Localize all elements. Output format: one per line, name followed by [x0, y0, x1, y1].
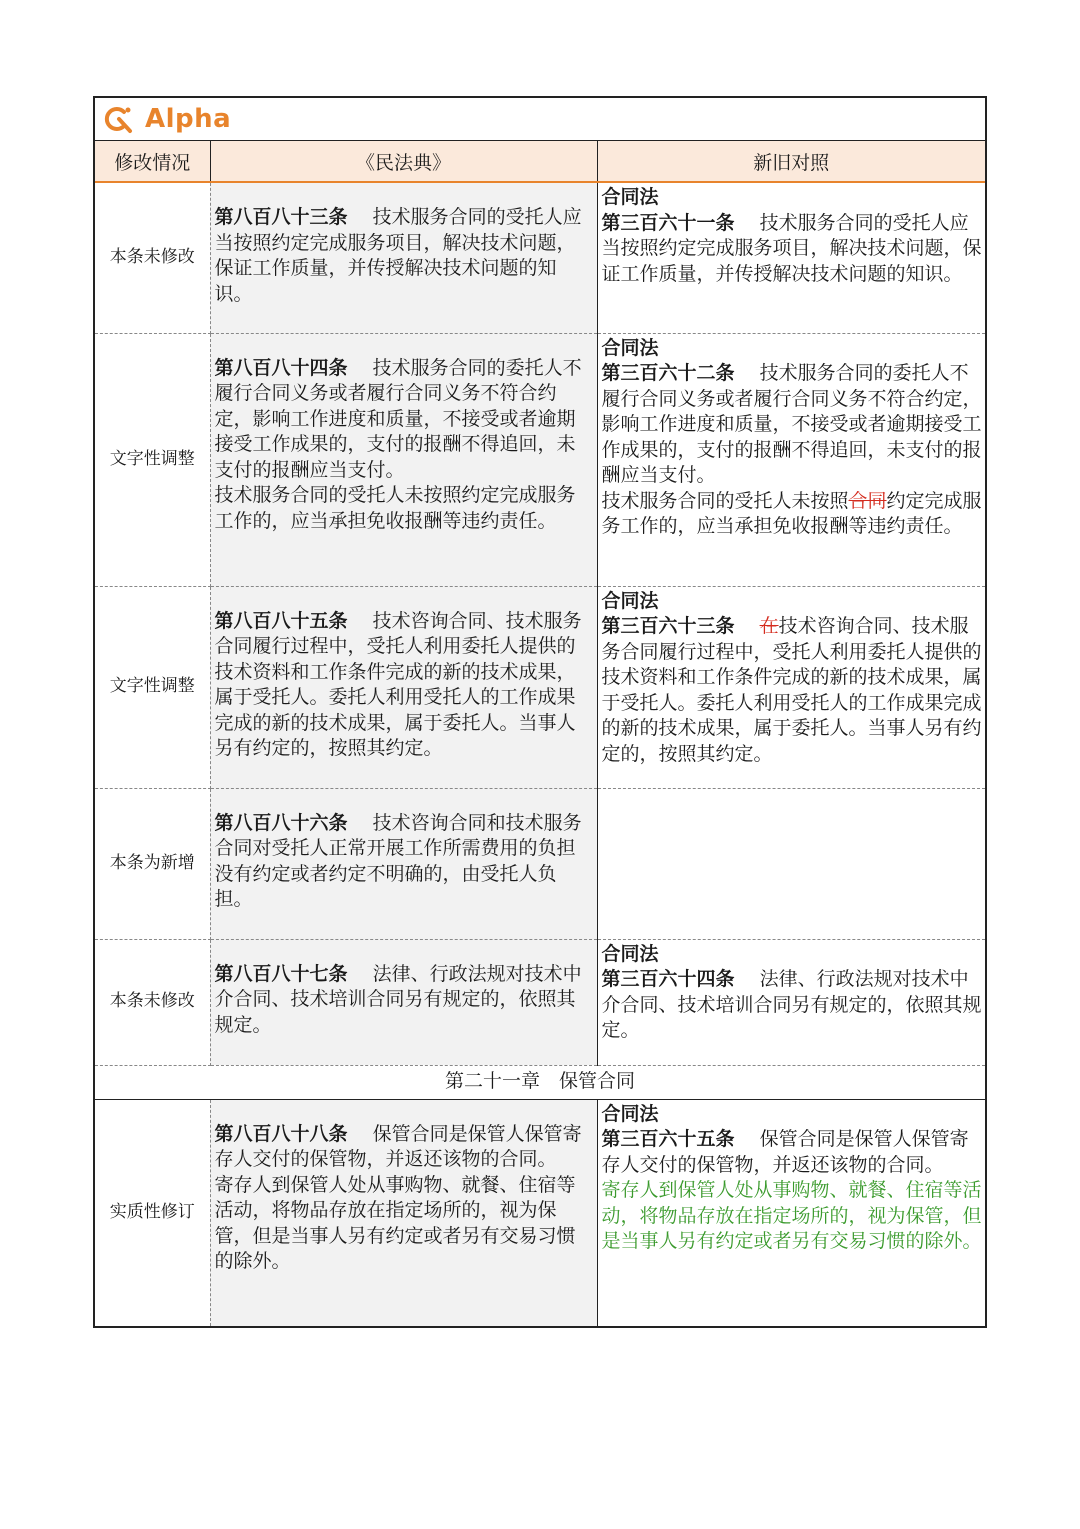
article-number: 第三百六十三条: [601, 615, 735, 637]
old-law-cell: [597, 586, 985, 788]
law-name: 合同法: [601, 942, 659, 965]
old-law-cell: [597, 939, 985, 1065]
article-paragraph: 寄存人到保管人处从事购物、就餐、住宿等活动，将物品存放在指定场所的，视为保管，但是当事人另有约定或者另有交易习惯的除外。: [214, 1173, 576, 1272]
civil-code-cell: [210, 333, 597, 586]
status-cell: 实质性修订: [95, 1099, 210, 1326]
article-number: 第八百八十五条: [214, 609, 348, 632]
article-text: 技术咨询合同、技术服务合同履行过程中，受托人利用委托人提供的技术资料和工作条件完成的新的技术成果，属于受托人。委托人利用受托人的工作成果完成的新的技术成果，属于委托人。当事人另有约定的，按照其约定。: [214, 609, 582, 759]
article-text: 保管合同是保管人保管寄存人交付的保管物，并返还该物的合同。: [214, 1122, 582, 1170]
brand-name: Alpha: [145, 104, 232, 134]
alpha-logo-icon: [103, 104, 133, 134]
civil-code-cell: [210, 586, 597, 788]
header-civil-code: 《民法典》: [210, 141, 597, 182]
article-number: 第三百六十五条: [601, 1128, 735, 1150]
status-cell: 本条未修改: [95, 939, 210, 1065]
article-number: 第八百八十四条: [214, 356, 348, 379]
civil-code-cell: [210, 788, 597, 939]
article-text: 技术服务合同的委托人不履行合同义务或者履行合同义务不符合约定，影响工作进度和质量，不接受或者逾期接受工作成果的，支付的报酬不得追回，未支付的报酬应当支付。: [601, 362, 982, 486]
article-text: 技术服务合同的受托人未按照: [601, 489, 849, 512]
law-name: 合同法: [601, 336, 659, 359]
status-cell: 文字性调整: [95, 333, 210, 586]
article-text: 约定完成服务工作的，应当承担免收报酬等违约责任。: [601, 489, 982, 537]
article-number: 第三百六十四条: [601, 968, 735, 990]
deleted-text: 合同: [848, 489, 887, 512]
article-text: 技术咨询合同、技术服务合同履行过程中，受托人利用委托人提供的技术资料和工作条件完成的新的技术成果，属于受托人。委托人利用受托人的工作成果完成的新的技术成果，属于委托人。当事人另有约定的，按照其约定。: [601, 615, 982, 765]
law-name: 合同法: [601, 1102, 659, 1125]
old-law-cell: [597, 788, 985, 939]
article-number: 第三百六十二条: [601, 362, 735, 384]
civil-code-cell: [210, 1099, 597, 1326]
article-number: 第八百八十三条: [214, 206, 348, 228]
added-text: 寄存人到保管人处从事购物、就餐、住宿等活动，将物品存放在指定场所的，视为保管，但是当事人另有约定或者另有交易习惯的除外。: [601, 1179, 982, 1252]
article-text: 技术咨询合同和技术服务合同对受托人正常开展工作所需费用的负担没有约定或者约定不明确的，由受托人负担。: [214, 811, 582, 910]
article-number: 第八百八十七条: [214, 962, 348, 985]
civil-code-cell: [210, 182, 597, 333]
header-compare: 新旧对照: [597, 141, 985, 182]
header-status: 修改情况: [95, 141, 210, 182]
table-row: [95, 333, 985, 586]
table-row: [95, 182, 985, 333]
table-row: [95, 586, 985, 788]
civil-code-cell: [210, 939, 597, 1065]
old-law-cell: [597, 333, 985, 586]
table-row: [95, 788, 985, 939]
deleted-text: 在: [759, 615, 779, 637]
brand-bar: [95, 98, 985, 141]
article-text: 法律、行政法规对技术中介合同、技术培训合同另有规定的，依照其规定。: [214, 962, 582, 1036]
old-law-cell: [597, 1099, 985, 1326]
article-paragraph: 技术服务合同的受托人未按照约定完成服务工作的，应当承担免收报酬等违约责任。: [214, 484, 576, 532]
status-cell: 文字性调整: [95, 586, 210, 788]
article-text: 技术服务合同的受托人应当按照约定完成服务项目，解决技术问题，保证工作质量，并传授解决技术问题的知识。: [601, 211, 982, 285]
comparison-sheet: [93, 96, 987, 1328]
chapter-row: [95, 1065, 985, 1099]
old-law-cell: [597, 182, 985, 333]
article-text: 保管合同是保管人保管寄存人交付的保管物，并返还该物的合同。: [601, 1128, 969, 1176]
article-number: 第三百六十一条: [601, 211, 735, 234]
article-text: 技术服务合同的受托人应当按照约定完成服务项目，解决技术问题，保证工作质量，并传授解决技术问题的知识。: [214, 206, 582, 305]
law-name: 合同法: [601, 589, 659, 612]
law-name: 合同法: [601, 186, 659, 208]
table-row: [95, 939, 985, 1065]
article-text: 法律、行政法规对技术中介合同、技术培训合同另有规定的，依照其规定。: [601, 968, 982, 1041]
article-text: 技术服务合同的委托人不履行合同义务或者履行合同义务不符合约定，影响工作进度和质量，不接受或者逾期接受工作成果的，支付的报酬不得追回，未支付的报酬应当支付。: [214, 356, 582, 481]
table-row: [95, 1099, 985, 1326]
comparison-table: [95, 141, 985, 1326]
chapter-title: 第二十一章 保管合同: [95, 1065, 985, 1099]
header-row: [95, 141, 985, 182]
article-number: 第八百八十六条: [214, 811, 348, 834]
article-number: 第八百八十八条: [214, 1122, 348, 1145]
status-cell: 本条为新增: [95, 788, 210, 939]
status-cell: 本条未修改: [95, 182, 210, 333]
